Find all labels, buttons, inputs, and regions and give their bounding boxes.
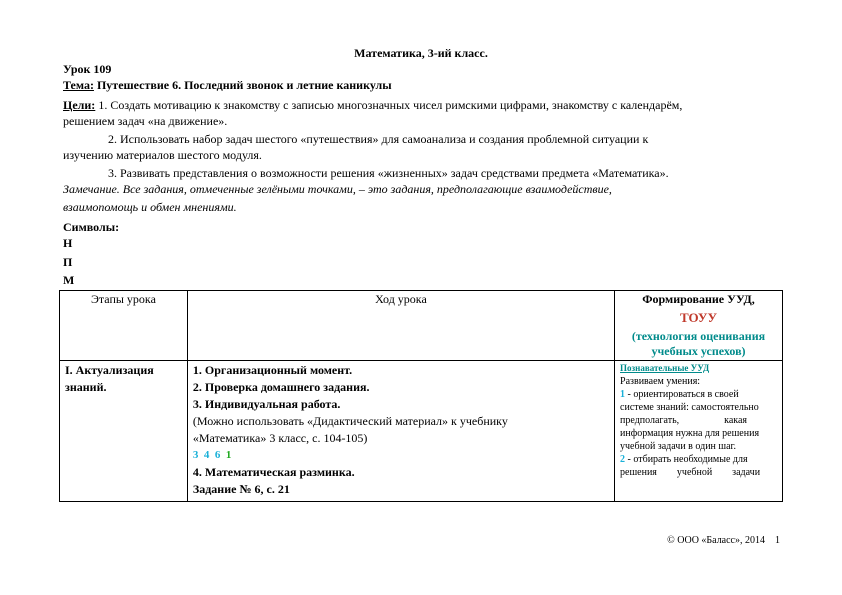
- goal-1-line-b: решением задач «на движение».: [63, 114, 228, 128]
- uud-number-1: 1: [620, 389, 626, 400]
- page-number: 1: [775, 535, 780, 546]
- task-number: 3: [192, 449, 199, 461]
- step-4: 4. Математическая разминка.: [192, 465, 355, 479]
- uud-2-line-a: 2 - отбирать необходимые для: [620, 454, 748, 465]
- page-title: Математика, 3-ий класс.: [354, 46, 488, 60]
- goals-label: Цели:: [63, 98, 96, 112]
- goal-1-line-a: [63, 98, 682, 113]
- uud-2-line-b: решения учебной задачи: [620, 467, 761, 478]
- uud-1-line-e: учебной задачи в один шаг.: [620, 441, 737, 452]
- uud-header-line-3: (технология оценивания: [631, 329, 766, 343]
- task-number: 1: [225, 449, 232, 461]
- step-1: 1. Организационный момент.: [192, 363, 353, 377]
- goal-2-line-b: изучению материалов шестого модуля.: [63, 148, 262, 162]
- uud-intro: Развиваем умения:: [620, 376, 701, 387]
- symbol-m: М: [63, 273, 75, 287]
- stage-line-2: знаний.: [65, 380, 107, 394]
- symbol-n: Н: [63, 236, 73, 250]
- uud-header-line-4: учебных успехов): [651, 344, 746, 358]
- uud-cell: [615, 361, 783, 502]
- lesson-number: Урок 109: [63, 62, 112, 76]
- stage-line-1: I. Актуализация: [65, 363, 154, 377]
- table-header-row: [60, 291, 783, 361]
- step-3: 3. Индивидуальная работа.: [192, 397, 341, 411]
- uud-1-line-a: 1 - ориентироваться в своей: [620, 389, 739, 400]
- task-numbers: [193, 447, 609, 464]
- uud-1-line-c: предполагать, какая: [620, 415, 748, 426]
- note-line-2: взаимопомощь и обмен мнениями.: [63, 200, 237, 214]
- uud-1-line-d: информация нужна для решения: [620, 428, 760, 439]
- header-lesson-flow: Ход урока: [187, 291, 614, 361]
- topic-label: Тема:: [63, 78, 94, 92]
- step-4-task: Задание № 6, с. 21: [192, 482, 290, 496]
- table-row: [60, 361, 783, 502]
- header-stages: Этапы урока: [60, 291, 188, 361]
- uud-title: Познавательные УУД: [620, 363, 710, 373]
- goal-3-line: 3. Развивать представления о возможности решения «жизненных» задач средствами предмета «Математика».: [108, 166, 669, 180]
- task-number: 6: [214, 449, 221, 461]
- task-number: 4: [203, 449, 210, 461]
- uud-header-touu: ТОУУ: [680, 310, 717, 325]
- note-line-1: Замечание. Все задания, отмеченные зелёными точками, – это задания, предполагающие взаимодействие,: [63, 182, 612, 196]
- footer-copyright: © ООО «Баласс», 2014: [667, 535, 765, 546]
- step-3-note-2: «Математика» 3 класс, с. 104-105): [192, 431, 368, 445]
- topic-line: [63, 78, 392, 93]
- symbol-p: П: [63, 255, 73, 269]
- step-3-note-1: (Можно использовать «Дидактический материал» к учебнику: [192, 414, 508, 428]
- lesson-table: [59, 290, 783, 502]
- goal-1-text: 1. Создать мотивацию к знакомству с записью многозначных чисел римскими цифрами, знакомству с календарём,: [95, 98, 683, 112]
- lesson-flow-cell: [187, 361, 614, 502]
- symbols-label: Символы:: [63, 220, 120, 234]
- step-2: 2. Проверка домашнего задания.: [192, 380, 370, 394]
- topic-text: Путешествие 6. Последний звонок и летние каникулы: [93, 78, 392, 92]
- uud-number-2: 2: [620, 454, 626, 465]
- header-uud: [615, 291, 783, 361]
- stage-cell: [60, 361, 188, 502]
- goal-2-line-a: 2. Использовать набор задач шестого «путешествия» для самоанализа и создания проблемной ситуации к: [108, 132, 649, 146]
- uud-1-line-b: системе знаний: самостоятельно: [620, 402, 759, 413]
- uud-header-line-1: Формирование УУД,: [642, 292, 755, 306]
